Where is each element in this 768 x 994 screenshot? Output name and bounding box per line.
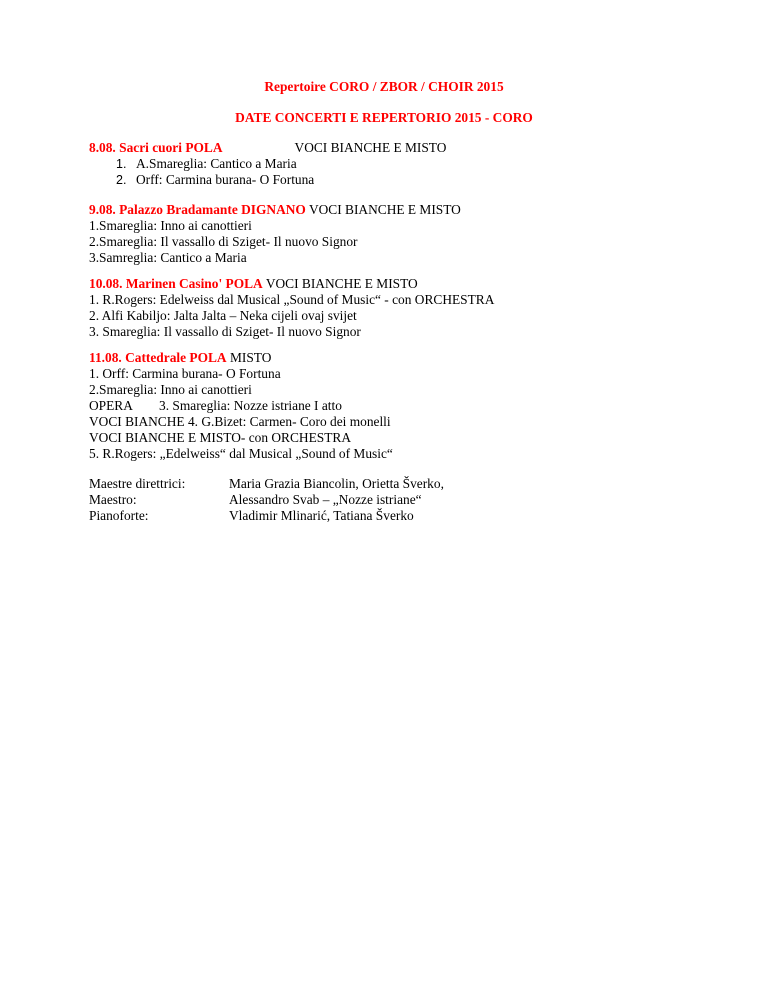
- opera-item: 3. Smareglia: Nozze istriane I atto: [159, 398, 342, 413]
- concert-4-extra-3: 5. R.Rogers: „Edelweiss“ dal Musical „Sound of Music“: [89, 446, 393, 461]
- concert-3-line-3: 3. Smareglia: Il vassallo di Sziget- Il nuovo Signor: [89, 324, 361, 339]
- concert-3-line-1: 1. R.Rogers: Edelweiss dal Musical „Sound of Music“ - con ORCHESTRA: [89, 292, 495, 307]
- concert-2-header: [89, 202, 461, 218]
- concert-1-item-1: [116, 156, 297, 172]
- concert-1-voices: VOCI BIANCHE E MISTO: [294, 140, 447, 155]
- concert-3-line-2: 2. Alfi Kabiljo: Jalta Jalta – Neka cijeli ovaj svijet: [89, 308, 357, 323]
- concert-2-line-2: 2.Smareglia: Il vassallo di Sziget- Il nuovo Signor: [89, 234, 358, 249]
- concert-3-header: [89, 276, 418, 292]
- concert-4-header: [89, 350, 271, 366]
- document-subtitle: DATE CONCERTI E REPERTORIO 2015 - CORO: [235, 110, 533, 125]
- concert-4-heading: 11.08. Cattedrale POLA: [89, 350, 227, 365]
- document-title: Repertoire CORO / ZBOR / CHOIR 2015: [264, 79, 504, 94]
- concert-4-voices: MISTO: [229, 350, 272, 365]
- concert-2-heading: 9.08. Palazzo Bradamante DIGNANO: [89, 202, 306, 217]
- opera-label: OPERA: [89, 398, 133, 413]
- list-number: 1.: [116, 157, 127, 171]
- concert-3-voices: VOCI BIANCHE E MISTO: [265, 276, 418, 291]
- concert-2-line-3: 3.Samreglia: Cantico a Maria: [89, 250, 247, 265]
- concert-4-line-1: 1. Orff: Carmina burana- O Fortuna: [89, 366, 281, 381]
- list-item-text: Orff: Carmina burana- O Fortuna: [136, 172, 315, 187]
- concert-4-opera-line: [89, 398, 342, 414]
- credit-value-piano: Vladimir Mlinarić, Tatiana Šverko: [229, 508, 414, 523]
- credit-value-directors: Maria Grazia Biancolin, Orietta Šverko,: [229, 476, 444, 491]
- concert-1-item-2: [116, 172, 314, 188]
- credit-label-piano: Pianoforte:: [89, 508, 149, 523]
- concert-1-heading: 8.08. Sacri cuori POLA: [89, 140, 223, 155]
- concert-4-extra-1: VOCI BIANCHE 4. G.Bizet: Carmen- Coro dei monelli: [89, 414, 391, 429]
- concert-2-line-1: 1.Smareglia: Inno ai canottieri: [89, 218, 252, 233]
- credit-label-directors: Maestre direttrici:: [89, 476, 186, 491]
- concert-4-extra-2: VOCI BIANCHE E MISTO- con ORCHESTRA: [89, 430, 351, 445]
- list-number: 2.: [116, 173, 127, 187]
- list-item-text: A.Smareglia: Cantico a Maria: [136, 156, 297, 171]
- concert-1-header: [89, 140, 446, 156]
- credit-label-maestro: Maestro:: [89, 492, 137, 507]
- concert-3-heading: 10.08. Marinen Casino' POLA: [89, 276, 263, 291]
- credit-value-maestro: Alessandro Svab – „Nozze istriane“: [229, 492, 422, 507]
- concert-2-voices: VOCI BIANCHE E MISTO: [308, 202, 461, 217]
- concert-4-line-2: 2.Smareglia: Inno ai canottieri: [89, 382, 252, 397]
